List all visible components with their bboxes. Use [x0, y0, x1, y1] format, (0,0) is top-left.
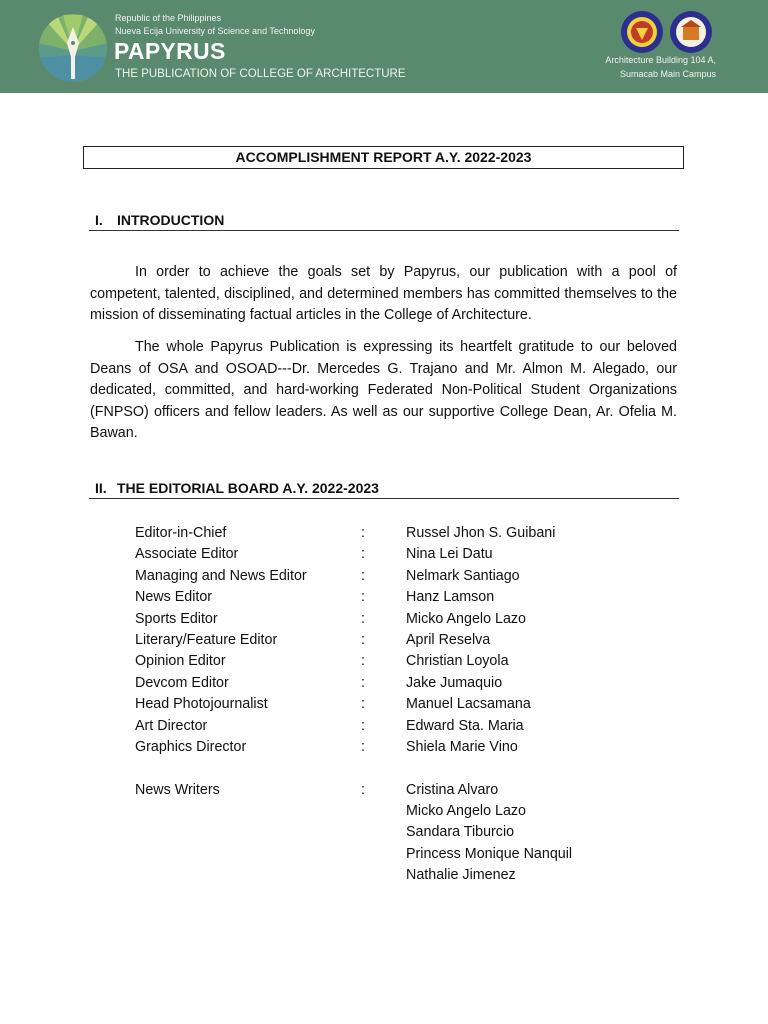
writer-name: Nathalie Jimenez — [406, 867, 516, 884]
role: News Writers — [135, 781, 220, 798]
papyrus-logo-icon — [38, 13, 108, 83]
role: Devcom Editor — [135, 674, 229, 691]
member-name: Micko Angelo Lazo — [406, 610, 527, 627]
role: Managing and News Editor — [135, 567, 307, 584]
board-row — [135, 737, 695, 758]
report-title: ACCOMPLISHMENT REPORT A.Y. 2022-2023 — [83, 146, 684, 169]
role: Editor-in-Chief — [135, 525, 227, 541]
member-name: Edward Sta. Maria — [406, 717, 524, 734]
section-title: THE EDITORIAL BOARD A.Y. 2022-2023 — [117, 480, 379, 496]
separator: : — [361, 717, 365, 734]
role: Literary/Feature Editor — [135, 631, 278, 648]
address-line-2: Sumacab Main Campus — [619, 69, 716, 79]
editorial-board-list — [135, 523, 695, 887]
letterhead-banner — [0, 0, 768, 93]
board-row — [135, 694, 695, 715]
board-row — [135, 587, 695, 608]
intro-paragraph-1: In order to achieve the goals set by Papyrus, our publication with a pool of competent, talented, disciplined, and determined members has committed themselves to the mission of disseminating factual articles in the College of Architecture. — [90, 264, 677, 323]
role: Art Director — [135, 717, 208, 734]
separator: : — [361, 610, 365, 627]
separator: : — [361, 653, 365, 670]
section-title: INTRODUCTION — [117, 212, 225, 228]
news-writers-row — [135, 780, 695, 887]
board-row — [135, 673, 695, 694]
board-row — [135, 651, 695, 672]
member-name: Christian Loyola — [406, 653, 509, 670]
separator: : — [361, 525, 365, 541]
member-name: Hanz Lamson — [406, 589, 495, 606]
member-name: Nina Lei Datu — [406, 546, 493, 563]
writer-name: Micko Angelo Lazo — [406, 803, 527, 820]
writer-name: Cristina Alvaro — [406, 781, 499, 798]
member-name: Shiela Marie Vino — [406, 738, 518, 755]
role: Opinion Editor — [135, 653, 226, 670]
republic-text: Republic of the Philippines — [115, 13, 222, 23]
board-row — [135, 544, 695, 565]
member-name: April Reselva — [406, 631, 491, 648]
publication-subtitle: THE PUBLICATION OF COLLEGE OF ARCHITECTURE — [115, 68, 406, 80]
role: Sports Editor — [135, 610, 218, 627]
university-name: Nueva Ecija University of Science and Technology — [115, 26, 315, 36]
member-name: Nelmark Santiago — [406, 567, 520, 584]
separator: : — [361, 738, 365, 755]
university-seal-icon — [620, 10, 664, 54]
writers-list — [406, 780, 572, 887]
role: News Editor — [135, 589, 213, 606]
publication-title: PAPYRUS — [114, 38, 226, 64]
role: Associate Editor — [135, 546, 239, 563]
board-row — [135, 716, 695, 737]
board-row — [135, 566, 695, 587]
separator: : — [361, 631, 365, 648]
writer-name: Sandara Tiburcio — [406, 824, 515, 841]
separator: : — [361, 546, 365, 563]
separator: : — [361, 589, 365, 606]
intro-paragraph-2: The whole Papyrus Publication is expressing its heartfelt gratitude to our beloved Deans of OSA and OSOAD---Dr. Mercedes G. Trajano and Mr. Almon M. Alegado, our dedicated, committed, and hard-working Federated Non-Political Student Organizations (FNPSO) officers and fellow leaders. As well as our supportive College Dean, Ar. Ofelia M. Bawan. — [90, 339, 677, 441]
section-number: II. — [95, 480, 107, 496]
role: Head Photojournalist — [135, 696, 268, 713]
board-row — [135, 609, 695, 630]
section-number: I. — [95, 212, 103, 228]
section-editorial-board-heading — [89, 480, 679, 499]
section-introduction-heading — [89, 212, 679, 231]
separator: : — [361, 781, 365, 798]
member-name: Jake Jumaquio — [406, 674, 503, 691]
college-seal-icon — [669, 10, 713, 54]
role: Graphics Director — [135, 738, 247, 755]
separator: : — [361, 567, 365, 584]
separator: : — [361, 674, 365, 691]
board-row — [135, 630, 695, 651]
writer-name: Princess Monique Nanquil — [406, 845, 573, 862]
member-name: Manuel Lacsamana — [406, 696, 531, 713]
board-row — [135, 523, 695, 544]
address-line-1: Architecture Building 104 A, — [605, 55, 716, 65]
separator: : — [361, 696, 365, 713]
member-name: Russel Jhon S. Guibani — [406, 525, 556, 541]
